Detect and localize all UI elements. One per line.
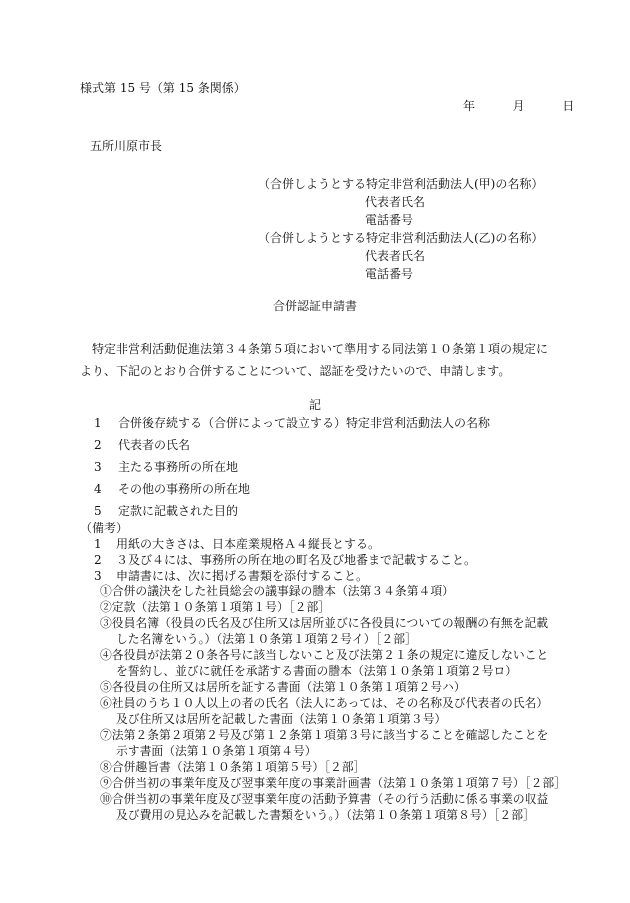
attachment-item: ②定款（法第１０条第１項第１号）［２部］: [100, 600, 331, 614]
list-item: [94, 458, 238, 476]
attachment-item-continued: 示す書面（法第１０条第１項第４号）: [116, 744, 317, 758]
applicant-a-name-label: （合併しようとする特定非営利活動法人(甲)の名称）: [258, 177, 544, 191]
ki-heading: 記: [308, 398, 321, 412]
attachment-item: ⑧合併趣旨書（法第１０条第１項第５号）［２部］: [100, 760, 366, 774]
item-text: その他の事務所の所在地: [118, 482, 251, 496]
attachment-item: ⑨合併当初の事業年度及び翌事業年度の事業計画書（法第１０条第１項第７号）［２部］: [100, 776, 566, 790]
item-text: 定款に記載された目的: [118, 504, 239, 518]
list-item: [94, 502, 238, 520]
attachment-item: ⑤各役員の住所又は居所を証する書面（法第１０条第１項第２号ハ）: [100, 680, 466, 694]
attachment-item: ③役員名簿（役員の氏名及び住所又は居所並びに各役員についての報酬の有無を記載: [100, 616, 549, 630]
addressee: 五所川原市長: [90, 139, 163, 153]
attachment-item: ①合併の議決をした社員総会の議事録の謄本（法第３４条第４項）: [100, 584, 454, 598]
date-month-label: 月: [512, 99, 525, 113]
list-item: [94, 480, 250, 498]
note-text: ３及び４には、事務所の所在地の町名及び地番まで記載すること。: [116, 553, 477, 567]
applicant-b-rep-label: 代表者氏名: [365, 249, 426, 263]
attachment-item-continued: を誓約し、並びに就任を承諾する書面の謄本（法第１０条第１項第２号ロ）: [116, 664, 518, 678]
note-number: 2: [94, 553, 102, 567]
date-line: [463, 97, 574, 115]
attachment-item: ⑥社員のうち１０人以上の者の氏名（法人にあっては、その名称及び代表者の氏名）: [100, 696, 549, 710]
applicant-b-name-label: （合併しようとする特定非営利活動法人(乙)の名称）: [258, 231, 544, 245]
item-text: 代表者の氏名: [118, 438, 191, 452]
date-year-label: 年: [463, 99, 476, 113]
attachment-item: ④各役員が法第２０条各号に該当しないこと及び法第２１条の規定に違反しないこと: [100, 648, 549, 662]
note-text: 申請書には、次に掲げる書類を添付すること。: [116, 569, 369, 583]
attachment-item-continued: した名簿をいう。）（法第１０条第１項第２号イ）［２部］: [116, 632, 417, 646]
item-text: 合併後存続する（合併によって設立する）特定非営利活動法人の名称: [118, 416, 491, 430]
date-day-label: 日: [562, 99, 575, 113]
applicant-a-phone-label: 電話番号: [365, 213, 414, 227]
item-number: 3: [94, 460, 102, 474]
notes-heading: （備考）: [80, 521, 129, 535]
note-number: 3: [94, 569, 102, 583]
form-number: 様式第 15 号（第 15 条関係）: [80, 81, 246, 95]
item-number: 1: [94, 416, 102, 430]
item-text: 主たる事務所の所在地: [118, 460, 239, 474]
attachment-item: ⑩合併当初の事業年度及び翌事業年度の活動予算書（その行う活動に係る事業の収益: [100, 792, 549, 806]
applicant-a-rep-label: 代表者氏名: [365, 195, 426, 209]
attachment-item-continued: 及び費用の見込みを記載した書類をいう。）（法第１０条第１項第８号）［２部］: [116, 808, 535, 822]
item-number: 2: [94, 438, 102, 452]
item-number: 5: [94, 504, 102, 518]
list-item: [94, 436, 190, 454]
request-body-text: 特定非営利活動促進法第３４条第５項において準用する同法第１０条第１項の規定により、下記のとおり合併することについて、認証を受けたいので、申請します。: [80, 342, 549, 378]
note-text: 用紙の大きさは、日本産業規格Ａ４縦長とする。: [116, 537, 381, 551]
document-title: 合併認証申請書: [272, 299, 357, 313]
note-number: 1: [94, 537, 102, 551]
list-item: [94, 414, 490, 432]
attachment-item-continued: 及び住所又は居所を記載した書面（法第１０条第１項第３号）: [116, 712, 447, 726]
item-number: 4: [94, 482, 102, 496]
applicant-b-phone-label: 電話番号: [365, 267, 414, 281]
attachment-item: ⑦法第２条第２項第２号及び第１２条第１項第３号に該当することを確認したことを: [100, 728, 549, 742]
